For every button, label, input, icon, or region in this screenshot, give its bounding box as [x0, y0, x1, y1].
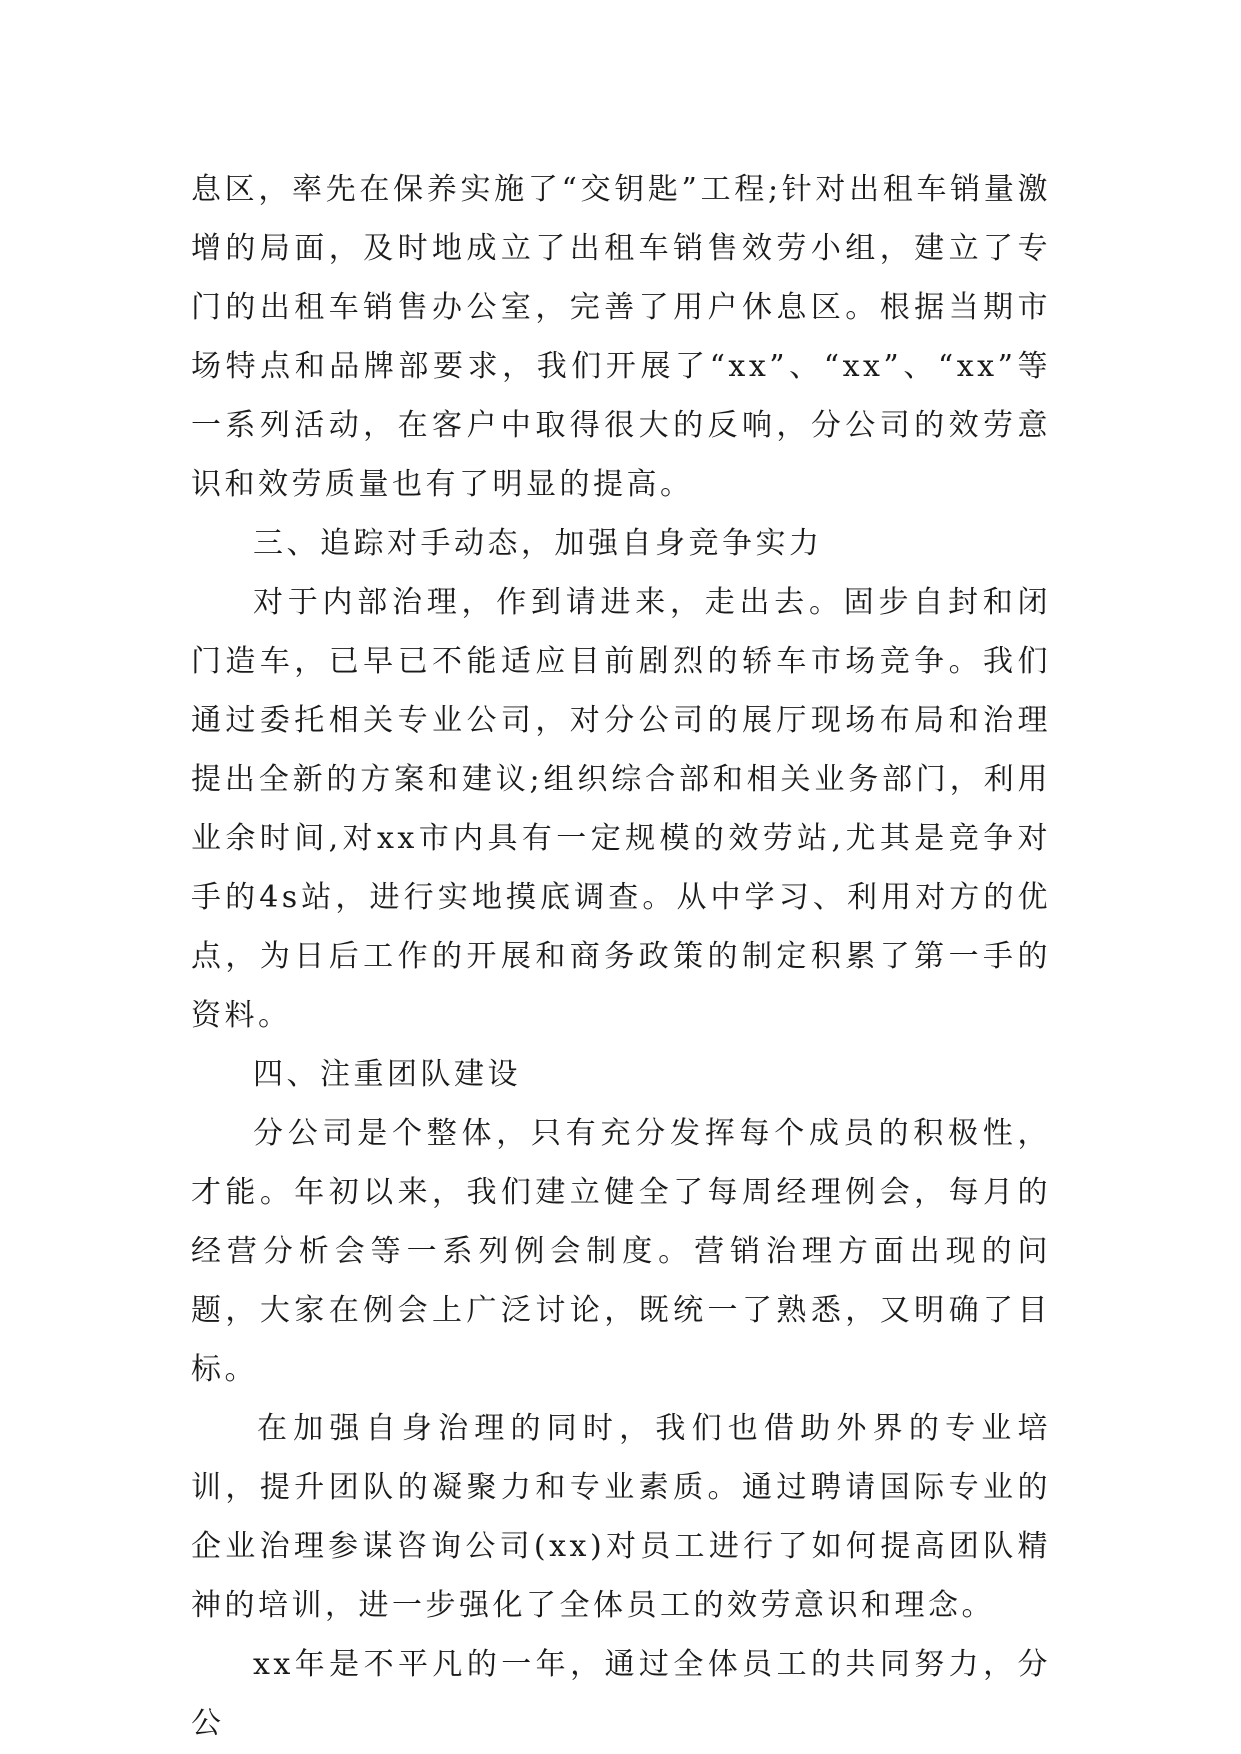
paragraph-training: 在加强自身治理的同时，我们也借助外界的专业培训，提升团队的凝聚力和专业素质。通过聘请国际专业的企业治理参谋咨询公司(xx)对员工进行了如何提高团队精神的培训，进一步强化了全体员工的效劳意识和理念。 — [191, 1411, 1051, 1623]
paragraph-summary: xx年是不平凡的一年，通过全体员工的共同努力，分公 — [191, 1647, 1051, 1741]
paragraph-continuation: 息区，率先在保养实施了“交钥匙”工程;针对出租车销量激增的局面，及时地成立了出租车销售效劳小组，建立了专门的出租车销售办公室，完善了用户休息区。根据当期市场特点和品牌部要求，我们开展了“xx”、“xx”、“xx”等一系列活动，在客户中取得很大的反响，分公司的效劳意识和效劳质量也有了明显的提高。 — [191, 172, 1051, 502]
document-body — [191, 160, 1051, 1753]
section-heading-4: 四、注重团队建设 — [253, 1057, 521, 1092]
paragraph-competition: 对于内部治理，作到请进来，走出去。固步自封和闭门造车，已早已不能适应目前剧烈的轿车市场竞争。我们通过委托相关专业公司，对分公司的展厅现场布局和治理提出全新的方案和建议;组织综合部和相关业务部门，利用业余时间,对xx市内具有一定规模的效劳站,尤其是竞争对手的4s站，进行实地摸底调查。从中学习、利用对方的优点，为日后工作的开展和商务政策的制定积累了第一手的资料。 — [191, 585, 1051, 1033]
paragraph-team: 分公司是个整体，只有充分发挥每个成员的积极性，才能。年初以来，我们建立健全了每周经理例会，每月的经营分析会等一系列例会制度。营销治理方面出现的问题，大家在例会上广泛讨论，既统一了熟悉，又明确了目标。 — [191, 1116, 1051, 1387]
section-heading-3: 三、追踪对手动态，加强自身竞争实力 — [253, 526, 823, 561]
